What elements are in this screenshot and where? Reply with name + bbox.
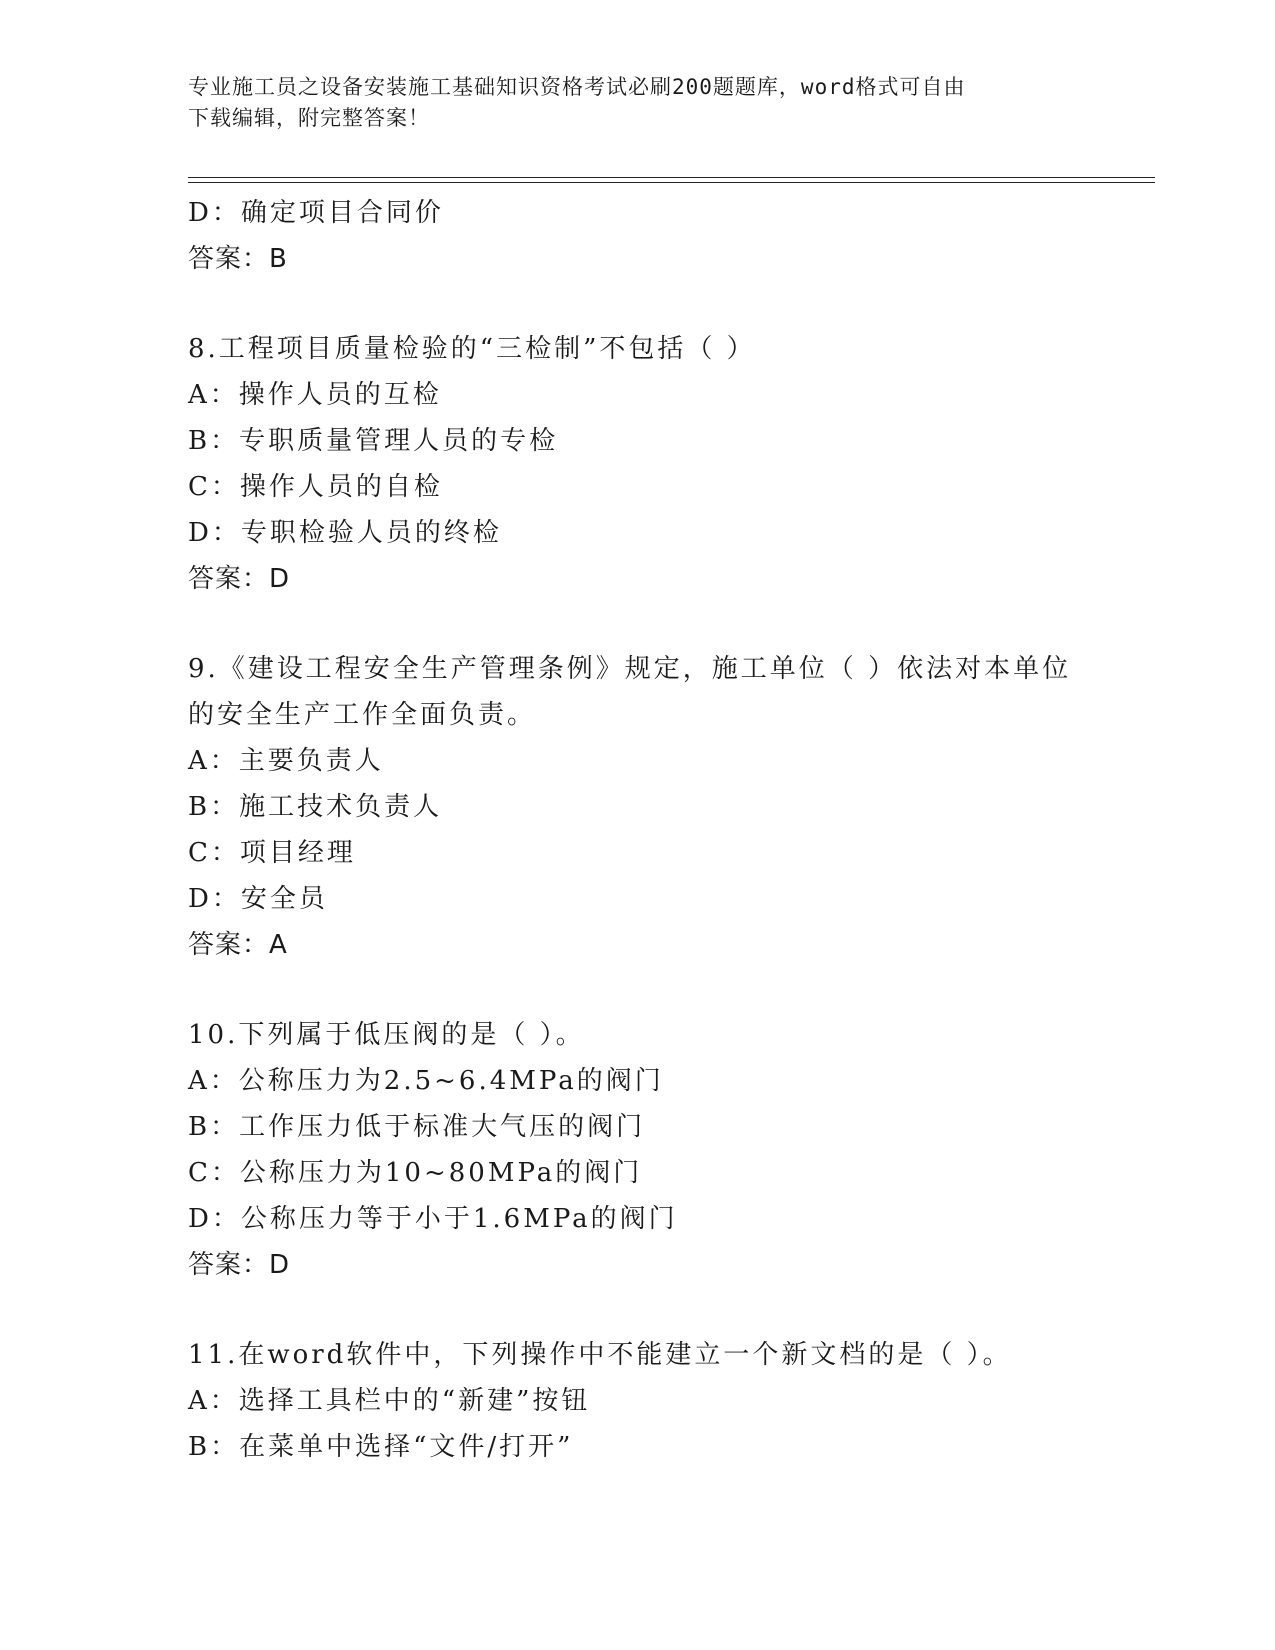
option-d: D：公称压力等于小于1.6MPa的阀门 (188, 1204, 678, 1234)
option-b: B：在菜单中选择“文件/打开” (188, 1432, 574, 1462)
spacer (188, 968, 1148, 1012)
prev-question-answer: 答案：B (188, 244, 288, 274)
spacer (188, 602, 1148, 646)
option-d: D：安全员 (188, 884, 328, 914)
option-a: A：公称压力为2.5~6.4MPa的阀门 (188, 1066, 664, 1096)
prev-question-option-d: D：确定项目合同价 (188, 198, 444, 228)
spacer (188, 282, 1148, 326)
question-stem: 11.在word软件中，下列操作中不能建立一个新文档的是（ ）。 (188, 1340, 1012, 1370)
question-8 (188, 326, 1148, 602)
header-rule-bottom (188, 182, 1155, 183)
document-header (188, 72, 1088, 134)
option-d: D：专职检验人员的终检 (188, 518, 502, 548)
question-9 (188, 646, 1148, 968)
question-answer: 答案：D (188, 1250, 291, 1280)
question-answer: 答案：D (188, 564, 291, 594)
question-stem: 9.《建设工程安全生产管理条例》规定，施工单位（ ）依法对本单位 (188, 654, 1072, 684)
header-line-1: 专业施工员之设备安装施工基础知识资格考试必刷200题题库，word格式可自由 (188, 75, 966, 99)
question-11 (188, 1332, 1148, 1470)
spacer (188, 1288, 1148, 1332)
option-c: C：公称压力为10~80MPa的阀门 (188, 1158, 643, 1188)
option-b: B：专职质量管理人员的专检 (188, 426, 559, 456)
question-stem: 10.下列属于低压阀的是（ ）。 (188, 1020, 585, 1050)
option-a: A：操作人员的互检 (188, 380, 442, 410)
option-c: C：项目经理 (188, 838, 356, 868)
header-rule-top (188, 177, 1155, 178)
option-a: A：主要负责人 (188, 746, 384, 776)
question-stem-continued: 的安全生产工作全面负责。 (188, 700, 537, 730)
option-b: B：施工技术负责人 (188, 792, 443, 822)
question-answer: 答案：A (188, 930, 288, 960)
header-line-2: 下载编辑，附完整答案！ (188, 106, 430, 130)
option-a: A：选择工具栏中的“新建”按钮 (188, 1386, 591, 1416)
question-stem: 8.工程项目质量检验的“三检制”不包括（ ） (188, 334, 756, 364)
option-c: C：操作人员的自检 (188, 472, 443, 502)
question-content (188, 190, 1148, 1470)
option-b: B：工作压力低于标准大气压的阀门 (188, 1112, 646, 1142)
question-10 (188, 1012, 1148, 1288)
